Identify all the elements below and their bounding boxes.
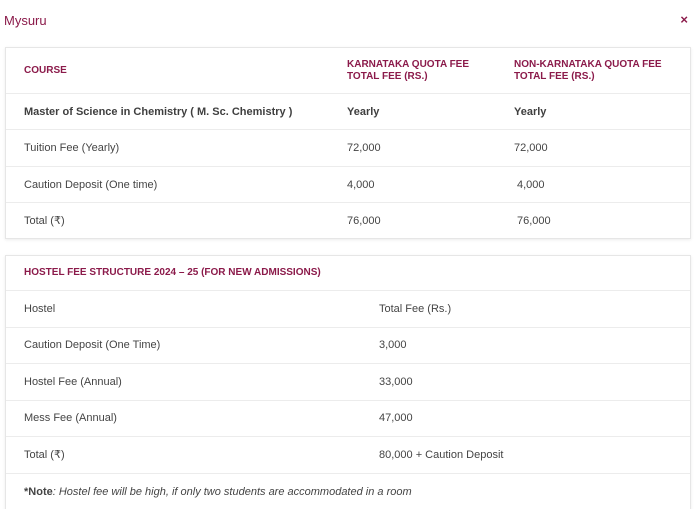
table-header-row — [6, 48, 690, 94]
modal-title: Mysuru — [4, 13, 47, 28]
non-karnataka-header — [514, 59, 662, 83]
non-karnataka-value: 76,000 — [517, 215, 551, 227]
non-karnataka-value: Yearly — [514, 105, 547, 118]
row-label: Tuition Fee (Yearly) — [24, 142, 120, 154]
close-icon[interactable]: × — [680, 12, 688, 27]
table-row — [6, 130, 690, 167]
table-row — [6, 437, 690, 474]
karnataka-header — [347, 59, 469, 83]
course-header: COURSE — [24, 64, 67, 76]
karnataka-value: Yearly — [347, 105, 380, 118]
karnataka-value: 76,000 — [347, 215, 381, 227]
row-label: Total (₹) — [24, 448, 65, 461]
table-row — [6, 401, 690, 438]
table-row — [6, 203, 690, 239]
course-name: Master of Science in Chemistry ( M. Sc. Chemistry ) — [24, 105, 293, 118]
row-value: 80,000 + Caution Deposit — [379, 448, 504, 461]
row-label: Caution Deposit (One Time) — [24, 339, 161, 352]
note-label: *Note — [24, 485, 53, 498]
hostel-fee-table — [5, 255, 691, 509]
hostel-title-row — [6, 256, 690, 291]
note-row — [6, 474, 690, 509]
table-row — [6, 167, 690, 203]
non-karnataka-value: 4,000 — [517, 178, 545, 191]
table-row — [6, 328, 690, 365]
row-value: Total Fee (Rs.) — [379, 302, 452, 315]
karnataka-value: 4,000 — [347, 178, 375, 191]
hostel-title: HOSTEL FEE STRUCTURE 2024 – 25 (FOR NEW ADMISSIONS) — [24, 267, 321, 278]
non-karnataka-value: 72,000 — [514, 142, 548, 154]
non-karnataka-header-line1: NON-KARNATAKA QUOTA FEE — [514, 58, 662, 70]
row-value: 33,000 — [379, 375, 413, 388]
table-row — [6, 364, 690, 401]
note-text: : Hostel fee will be high, if only two students are accommodated in a room — [52, 485, 412, 498]
karnataka-value: 72,000 — [347, 142, 381, 154]
row-label: Hostel — [24, 302, 56, 315]
row-value: 47,000 — [379, 412, 413, 425]
modal-header — [0, 0, 694, 42]
non-karnataka-header-line2: TOTAL FEE (RS.) — [514, 70, 595, 82]
row-label: Mess Fee (Annual) — [24, 412, 117, 425]
row-label: Hostel Fee (Annual) — [24, 375, 122, 388]
course-fee-table — [5, 47, 691, 239]
karnataka-header-line2: TOTAL FEE (RS.) — [347, 70, 428, 82]
table-row — [6, 94, 690, 130]
hostel-note — [24, 486, 412, 498]
row-value: 3,000 — [379, 339, 407, 352]
row-label: Total (₹) — [24, 215, 65, 227]
table-row — [6, 291, 690, 328]
row-label: Caution Deposit (One time) — [24, 178, 158, 191]
karnataka-header-line1: KARNATAKA QUOTA FEE — [347, 58, 470, 70]
